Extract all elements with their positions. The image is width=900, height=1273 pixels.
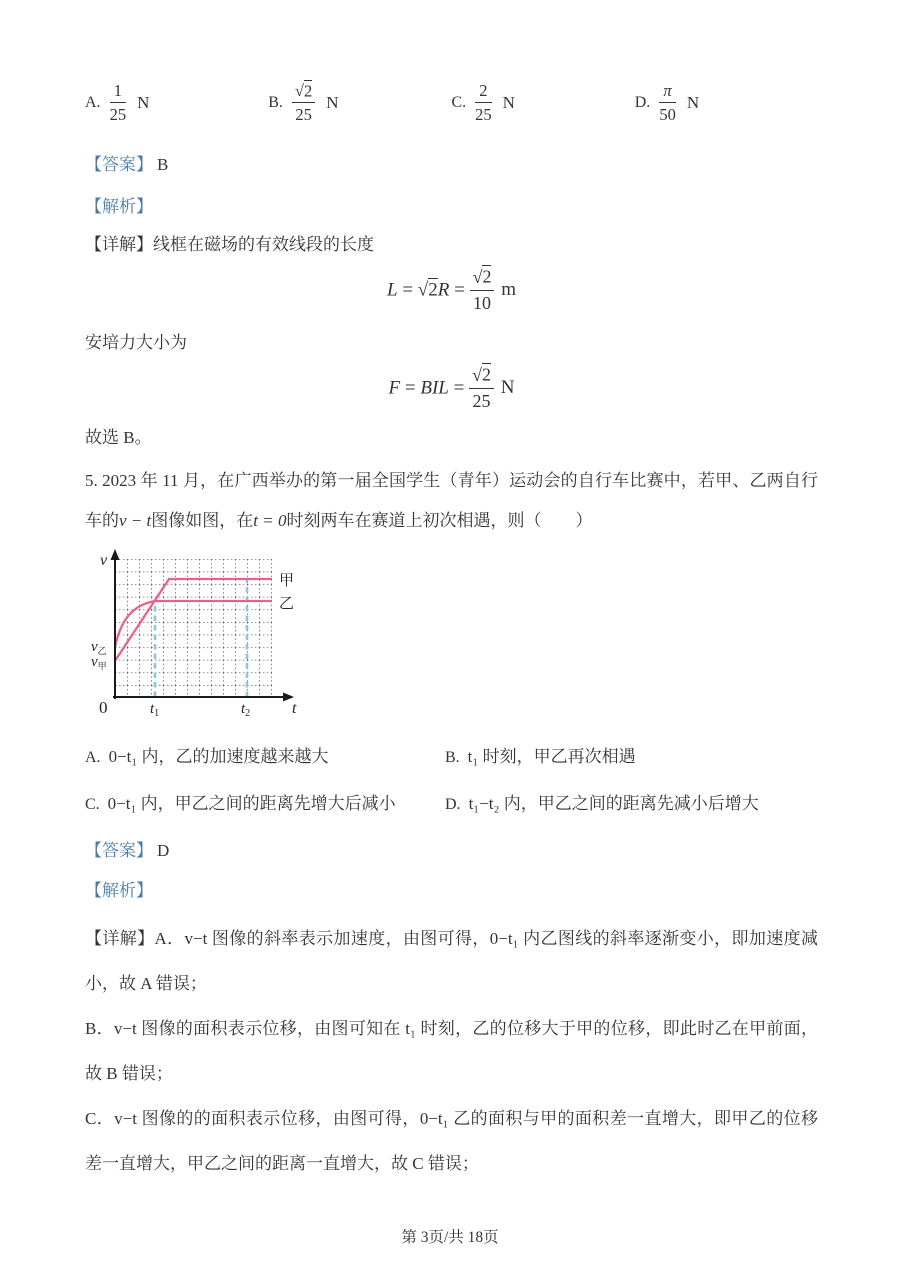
formula-ampere-force <box>85 364 818 414</box>
numerator: 1 <box>110 80 127 103</box>
v-jia-label: $v_甲$ <box>91 654 107 672</box>
option-text: 0−t₁ 内，乙的加速度越来越大 <box>108 747 329 767</box>
numerator: π <box>659 80 676 103</box>
variables-BIL: BIL <box>420 376 449 398</box>
t1-label: $t_1$ <box>150 701 160 720</box>
answer-value: B <box>157 154 169 174</box>
fraction <box>470 266 495 316</box>
option-text: 0−t₁ 内，甲乙之间的距离先增大后减小 <box>107 794 396 814</box>
q4-answer-line <box>85 152 818 178</box>
q4-analysis-line <box>85 194 818 220</box>
fraction <box>475 80 492 126</box>
unit: N <box>326 92 339 112</box>
equals: = <box>404 376 416 398</box>
detail-paragraph-b <box>85 1006 818 1096</box>
answer-tag: 【答案】 <box>85 841 153 861</box>
option-text: t₁−t₂ 内，甲乙之间的距离先减小后增大 <box>468 794 759 814</box>
q4-option-b <box>268 80 451 126</box>
sqrt: √2 <box>417 279 438 301</box>
q5-option-d <box>445 791 818 818</box>
sqrt-argument: 2 <box>481 364 491 385</box>
unit: N <box>502 92 515 112</box>
unit: N <box>137 92 150 112</box>
unit: m <box>501 279 516 301</box>
vt-graph <box>85 547 818 724</box>
detail-paragraph-c <box>85 1096 818 1186</box>
equals: = <box>453 376 465 398</box>
y-axis-label: v <box>100 552 108 570</box>
q5-option-c <box>85 791 445 818</box>
equals: = <box>402 279 414 301</box>
fraction <box>659 80 676 126</box>
answer-tag: 【答案】 <box>85 154 153 174</box>
fraction <box>110 80 127 126</box>
equals: = <box>454 279 465 301</box>
numerator: √2 <box>469 364 494 389</box>
q5-stem <box>85 461 818 541</box>
t2-label: $t_2$ <box>241 701 251 720</box>
q5-options <box>85 744 818 818</box>
q4-detail-line <box>85 232 818 258</box>
detail-text: A．v−t 图像的斜率表示加速度，由图可得，0−t₁ 内乙图线的斜率逐渐变小，即加速度减小，故 A 错误； <box>85 929 818 994</box>
analysis-tag: 【解析】 <box>85 196 153 216</box>
stem-text: 时刻两车在赛道上初次相遇，则（ ） <box>286 511 593 531</box>
sqrt-argument: 2 <box>482 266 492 287</box>
q4-conclusion: 故选 B。 <box>85 428 152 448</box>
q4-option-a <box>85 80 268 126</box>
option-label: A. <box>85 749 101 767</box>
analysis-tag: 【解析】 <box>85 881 153 901</box>
detail-text: B．v−t 图像的面积表示位移，由图可知在 t₁ 时刻，乙的位移大于甲的位移，即此时乙在甲前面，故 B 错误； <box>85 1019 818 1084</box>
unit: N <box>500 376 515 398</box>
option-text: t₁ 时刻，甲乙再次相遇 <box>467 747 636 767</box>
q5-option-b <box>445 744 818 771</box>
formula-effective-length <box>85 266 818 316</box>
detail-tag: 【详解】 <box>85 929 155 949</box>
denominator: 25 <box>472 391 491 412</box>
option-label: C. <box>85 796 100 814</box>
stem-math-vt: v − t <box>119 511 152 531</box>
variable-R: R <box>437 279 450 301</box>
detail-text: C．v−t 图像的的面积表示位移，由图可得，0−t₁ 乙的面积与甲的面积差一直增大，即甲乙的位移差一直增大，甲乙之间的距离一直增大，故 C 错误； <box>85 1109 818 1174</box>
q5-analysis-line <box>85 878 818 904</box>
denominator: 25 <box>475 105 492 125</box>
page-number-footer: 第 3页/共 18页 <box>401 1229 499 1246</box>
q4-options-row <box>85 80 818 126</box>
q5-answer-line <box>85 838 818 864</box>
stem-math-t0: t = 0 <box>253 511 287 531</box>
q5-detail <box>85 916 818 1186</box>
y-axis-arrow <box>111 549 120 560</box>
numerator: √2 <box>470 266 495 291</box>
formula-lhs: F <box>388 376 401 398</box>
fraction <box>292 80 315 126</box>
option-label: C. <box>451 93 467 111</box>
option-label: A. <box>85 93 101 111</box>
curve-jia-label: 甲 <box>279 573 295 590</box>
stem-text: 图像如图，在 <box>151 511 254 531</box>
denominator: 25 <box>295 105 312 125</box>
option-label: D. <box>445 796 461 814</box>
denominator: 50 <box>659 105 676 125</box>
q4-option-c <box>452 80 635 126</box>
detail-intro: 线框在磁场的有效线段的长度 <box>153 234 374 254</box>
denominator: 10 <box>473 293 491 314</box>
x-axis-label: t <box>292 700 297 718</box>
stem-text: 5. 2023 年 11 月，在广西举办的第一届全国学生（青年）运动会的自行车比赛中，若甲、乙两自行车的 <box>85 471 818 531</box>
vt-graph-svg <box>85 547 305 719</box>
curve-yi-label: 乙 <box>279 596 295 613</box>
ampere-text: 安培力大小为 <box>85 332 187 352</box>
sqrt-argument: 2 <box>303 81 313 100</box>
option-label: B. <box>268 93 283 111</box>
detail-tag: 【详解】 <box>85 234 153 254</box>
numerator: √2 <box>292 80 315 103</box>
option-label: D. <box>634 93 651 111</box>
detail-paragraph-a <box>85 916 818 1006</box>
sqrt-argument: 2 <box>428 279 438 301</box>
v-yi-label: $v_乙$ <box>91 639 107 657</box>
numerator: 2 <box>475 80 492 103</box>
q5-option-a <box>85 744 445 771</box>
answer-value: D <box>157 841 170 861</box>
option-label: B. <box>445 749 460 767</box>
fraction <box>469 364 494 414</box>
denominator: 25 <box>109 105 127 125</box>
unit: N <box>686 92 700 112</box>
formula-lhs: L <box>387 279 398 301</box>
q4-option-d <box>635 80 818 126</box>
origin-label: 0 <box>99 698 108 718</box>
